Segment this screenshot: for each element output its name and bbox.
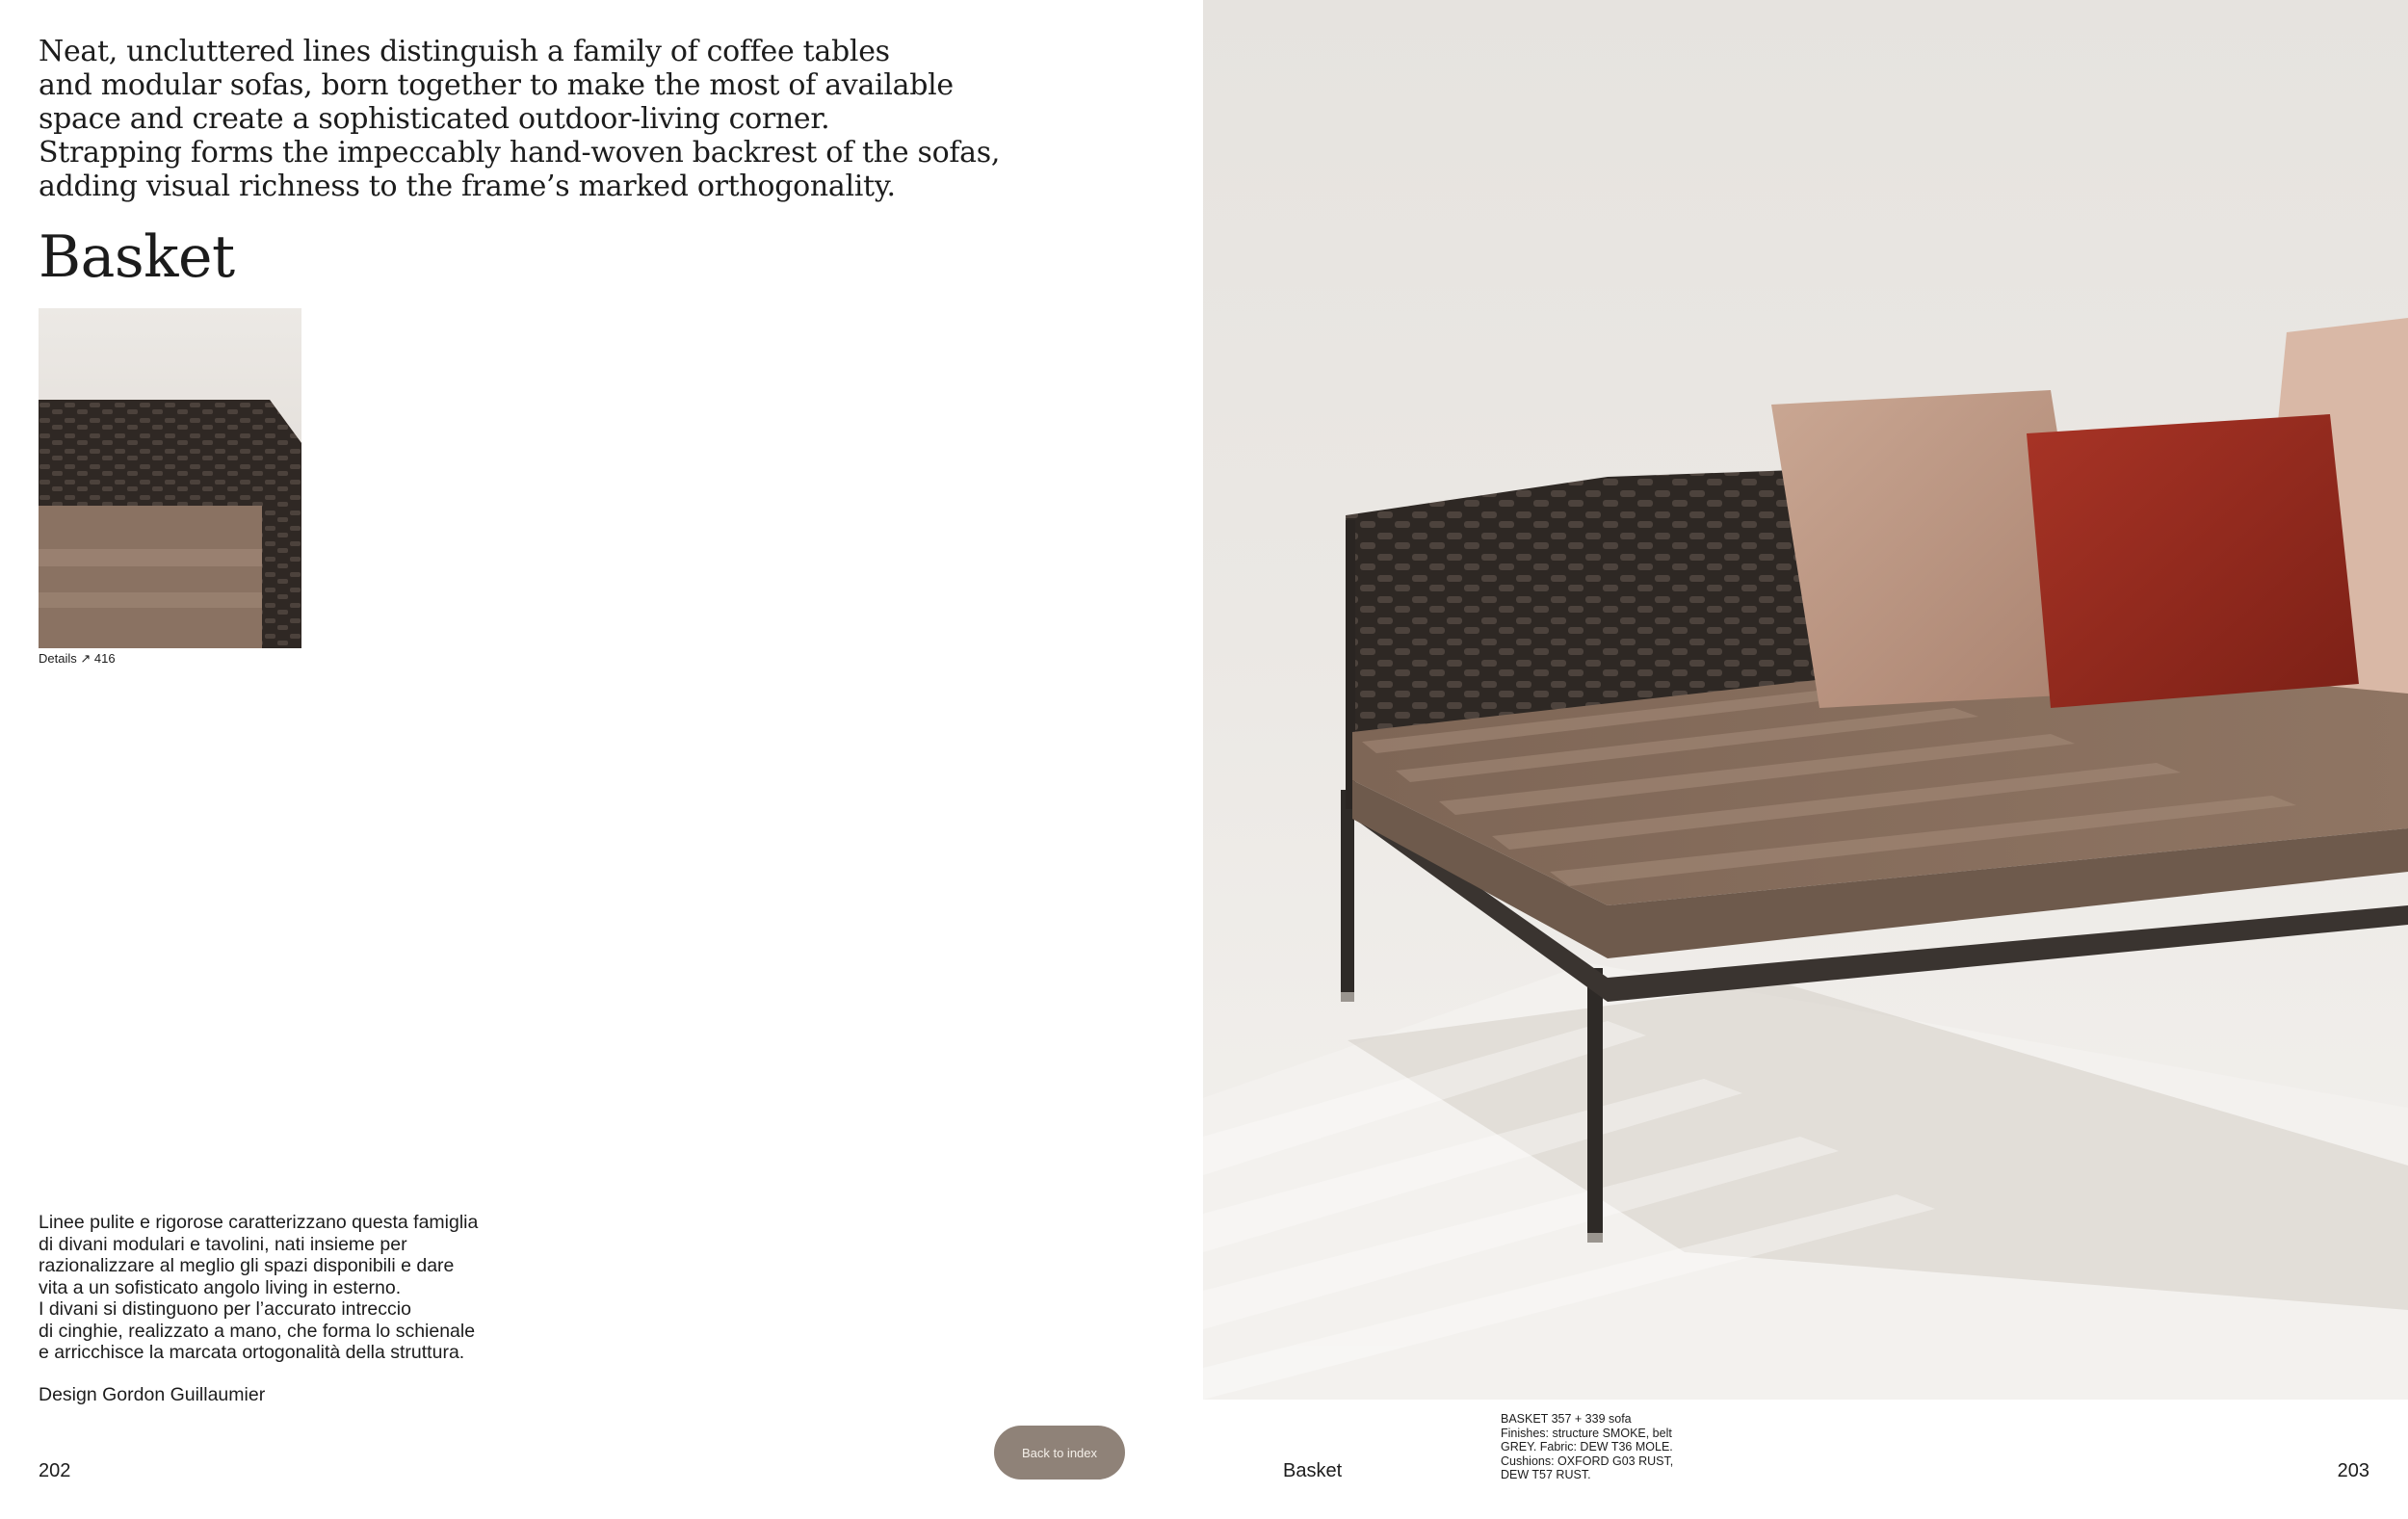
photo-caption: BASKET 357 + 339 sofa Finishes: structure SMOKE, belt GREY. Fabric: DEW T36 MOLE. Cushions: OXFORD G03 RUST, DEW T57 RUST. [1501,1412,1674,1482]
italian-text: Linee pulite e rigorose caratterizzano questa famiglia di divani modulari e tavolini, nati insieme per razionalizzare al meglio gli spazi disponibili e dare vita a un sofisticato angolo living in esterno. I divani si distinguono per l’accurato intreccio di cinghie, realizzato a mano, che forma lo schienale e arricchisce la marcata ortogonalità della struttura. [39,1212,479,1363]
designer-credit: Design Gordon Guillaumier [39,1384,266,1405]
detail-thumbnail[interactable] [39,308,301,648]
left-page [0,0,1203,1519]
back-to-index-button[interactable]: Back to index [994,1426,1125,1480]
intro-text: Neat, uncluttered lines distinguish a family of coffee tables and modular sofas, born together to make the most of available space and create a sophisticated outdoor-living corner. Strapping forms the impeccably hand-woven backrest of the sofas, adding visual richness to the frame’s marked orthogonality. [39,35,1001,203]
details-link[interactable]: Details ↗ 416 [39,651,116,666]
right-page [1203,0,2408,1519]
page-number-right: 203 [2337,1460,2369,1481]
page-number-left: 202 [39,1460,71,1481]
sofa-photo [1203,0,2408,1400]
product-title: Basket [39,223,235,291]
footer-title: Basket [1283,1460,1343,1481]
